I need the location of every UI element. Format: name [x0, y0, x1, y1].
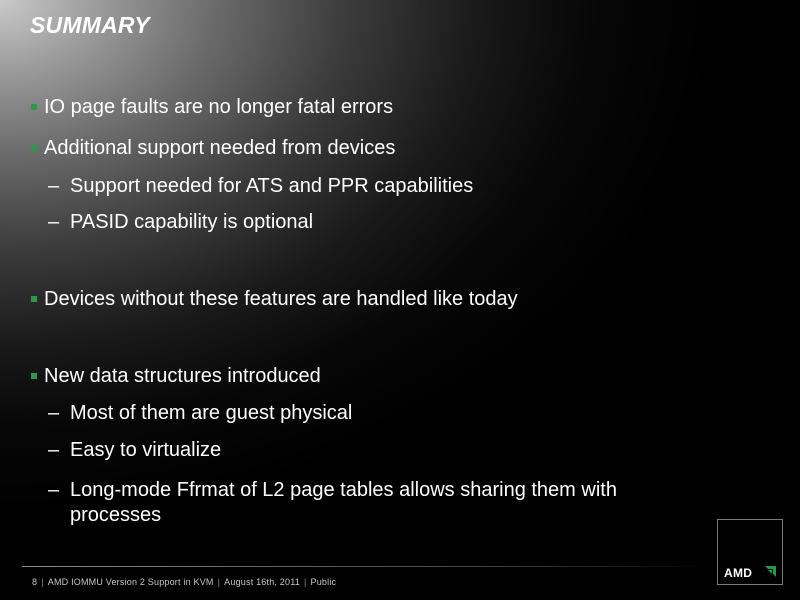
square-bullet-icon — [31, 373, 37, 379]
sub-bullet-text: Long-mode Ffrmat of L2 page tables allows sharing them with processes — [70, 479, 617, 526]
sub-bullet-text: Easy to virtualize — [70, 439, 222, 461]
footer — [32, 577, 336, 587]
bullet-text: Devices without these features are handled like today — [44, 288, 518, 310]
presentation-name: AMD IOMMU Version 2 Support in KVM — [47, 577, 214, 587]
square-bullet-icon — [31, 145, 37, 151]
page-number: 8 — [32, 577, 38, 587]
square-bullet-icon — [31, 104, 37, 110]
sub-bullet-text: Support needed for ATS and PPR capabilities — [70, 175, 474, 197]
dash-bullet: – — [48, 439, 60, 461]
sub-bullet-text: Most of them are guest physical — [70, 402, 353, 424]
bullet-text: Additional support needed from devices — [44, 137, 396, 159]
bullet-text: IO page faults are no longer fatal errors — [44, 96, 394, 118]
dash-bullet: – — [48, 479, 60, 501]
classification-label: Public — [310, 577, 337, 587]
footer-separator: | — [217, 577, 221, 587]
footer-separator: | — [41, 577, 44, 587]
presentation-date: August 16th, 2011 — [224, 577, 300, 587]
dash-bullet: – — [48, 211, 60, 233]
amd-logo-text: AMD — [724, 566, 753, 580]
dash-bullet: – — [48, 175, 60, 197]
bullet-text: New data structures introduced — [44, 365, 321, 387]
square-bullet-icon — [31, 296, 37, 302]
sub-bullet-text: PASID capability is optional — [70, 211, 314, 233]
amd-arrow-icon — [765, 566, 776, 577]
slide-title: SUMMARY — [30, 12, 150, 38]
dash-bullet: – — [48, 402, 60, 424]
amd-logo — [717, 519, 783, 585]
footer-divider — [22, 566, 712, 567]
footer-separator: | — [303, 577, 307, 587]
